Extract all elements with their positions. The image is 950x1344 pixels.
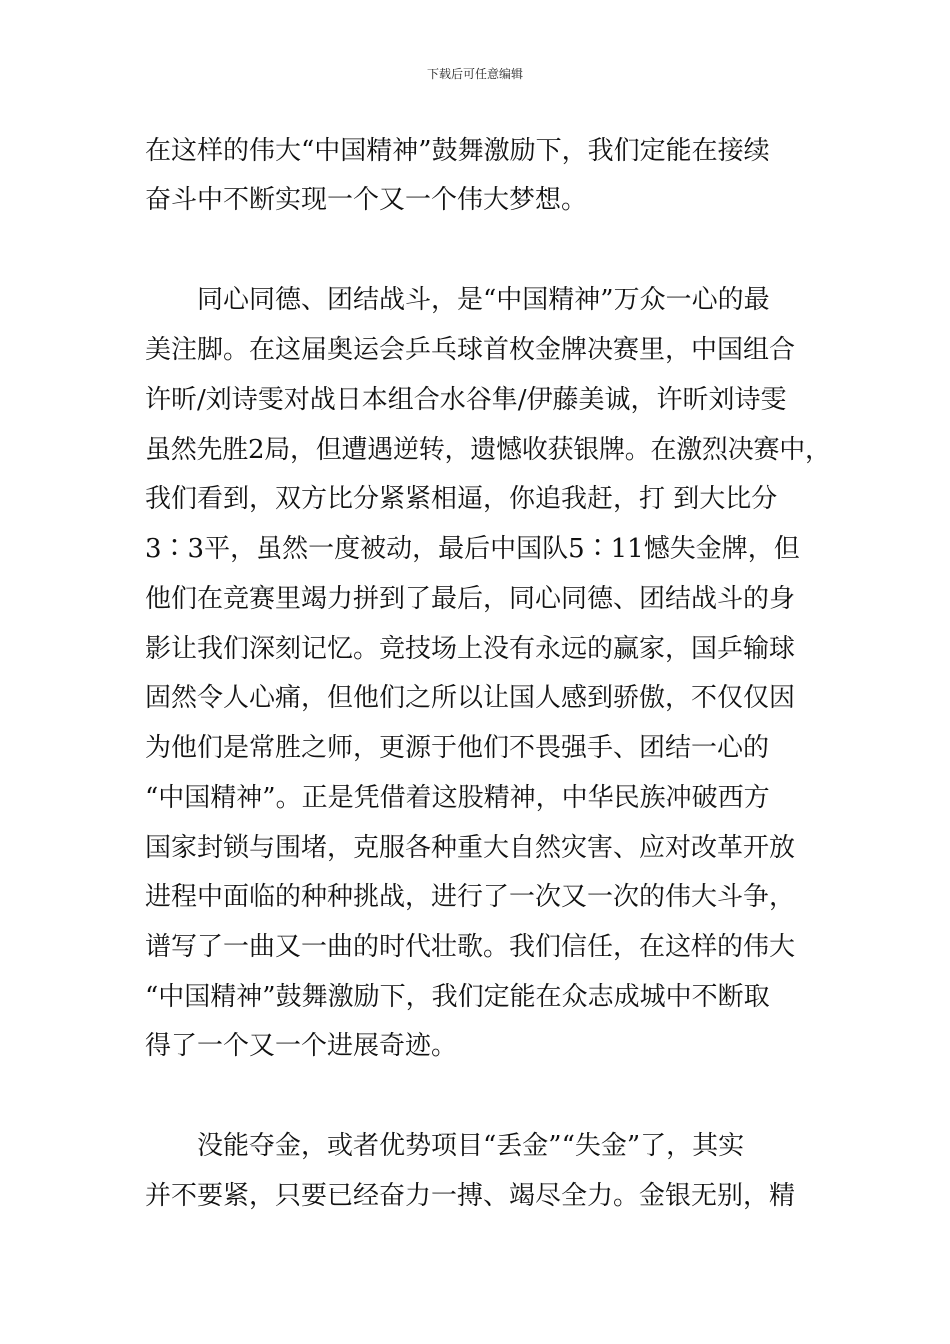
paragraph-2-line-4: 虽然先胜2局，但遭遇逆转，遗憾收获银牌。在激烈决赛中， (145, 435, 831, 465)
paragraph-2-line-12: 国家封锁与围堵，克服各种重大自然灾害、应对改革开放 (145, 833, 796, 863)
paragraph-2-line-1: 同心同德、团结战斗，是“中国精神”万众一心的最 (197, 285, 770, 315)
paragraph-2-line-5: 我们看到，双方比分紧紧相逼，你追我赶，打 到大比分 (145, 484, 778, 514)
paragraph-3-line-1: 没能夺金，或者优势项目“丢金”“失金”了，其实 (197, 1131, 745, 1161)
paragraph-2-line-15: “中国精神”鼓舞激励下，我们定能在众志成城中不断取 (145, 982, 770, 1012)
page-header: 下载后可任意编辑 (426, 67, 523, 81)
paragraph-2-line-10: 为他们是常胜之师，更源于他们不畏强手、团结一心的 (145, 733, 770, 763)
paragraph-1-line-1: 在这样的伟大“中国精神”鼓舞激励下，我们定能在接续 (145, 136, 770, 166)
paragraph-2-line-16: 得了一个又一个进展奇迹。 (145, 1031, 458, 1061)
paragraph-2-line-14: 谱写了一曲又一曲的时代壮歌。我们信任，在这样的伟大 (145, 932, 796, 962)
paragraph-2-line-13: 进程中面临的种种挑战，进行了一次又一次的伟大斗争， (145, 882, 796, 912)
paragraph-2-line-2: 美注脚。在这届奥运会乒乓球首枚金牌决赛里，中国组合 (145, 335, 796, 365)
paragraph-2-line-9: 固然令人心痛，但他们之所以让国人感到骄傲，不仅仅因 (145, 683, 796, 713)
paragraph-2-line-6: 3∶3平，虽然一度被动，最后中国队5∶11憾失金牌，但 (145, 534, 800, 564)
paragraph-2-line-8: 影让我们深刻记忆。竞技场上没有永远的赢家，国乒输球 (145, 634, 796, 664)
paragraph-2-line-3: 许昕/刘诗雯对战日本组合水谷隼/伊藤美诚，许昕刘诗雯 (145, 385, 787, 415)
paragraph-3-line-2: 并不要紧，只要已经奋力一搏、竭尽全力。金银无别，精 (145, 1181, 796, 1211)
paragraph-2-line-11: “中国精神”。正是凭借着这股精神，中华民族冲破西方 (145, 783, 770, 813)
paragraph-1-line-2: 奋斗中不断实现一个又一个伟大梦想。 (145, 185, 588, 215)
paragraph-2-line-7: 他们在竞赛里竭力拼到了最后，同心同德、团结战斗的身 (145, 584, 796, 614)
